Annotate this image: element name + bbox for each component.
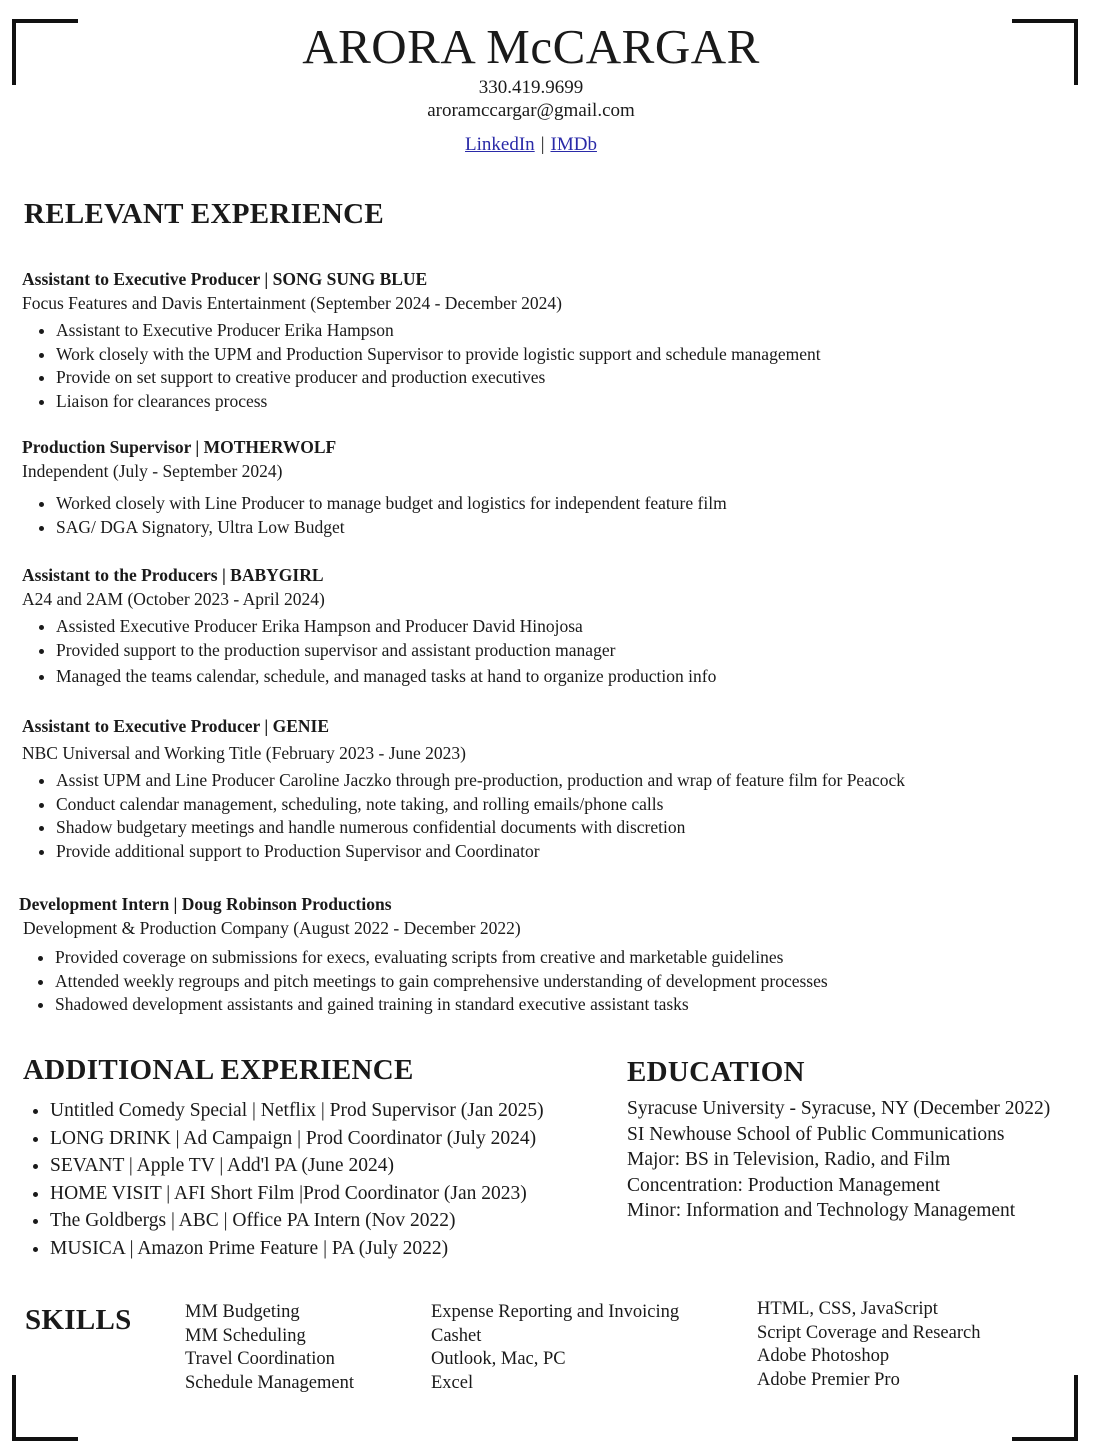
skills-column-1 xyxy=(185,1301,354,1395)
job-org: Focus Features and Davis Entertainment (September 2024 - December 2024) xyxy=(22,292,562,313)
job-role: Production Supervisor | MOTHERWOLF xyxy=(22,437,337,457)
phone-number: 330.419.9699 xyxy=(478,77,584,98)
list-item: • Shadow budgetary meetings and handle numerous confidential documents with discretion xyxy=(56,816,1062,840)
profile-links xyxy=(0,134,1062,156)
list-item: • Worked closely with Line Producer to manage budget and logistics for independent feature film xyxy=(56,492,1062,516)
list-item: • Work closely with the UPM and Production Supervisor to provide logistic support and schedule management xyxy=(56,343,1062,367)
skill-item: Script Coverage and Research xyxy=(757,1322,981,1343)
education-line: Syracuse University - Syracuse, NY (December 2022) xyxy=(627,1098,1051,1119)
list-item: • Assistant to Executive Producer Erika Hampson xyxy=(56,319,1062,343)
job-role: Assistant to Executive Producer | SONG SUNG BLUE xyxy=(22,269,428,289)
resume-header xyxy=(0,18,1062,156)
list-item: • Managed the teams calendar, schedule, and managed tasks at hand to organize production info xyxy=(56,665,1062,689)
list-item: • Provided coverage on submissions for execs, evaluating scripts from creative and marketable guidelines xyxy=(55,946,1059,970)
job-org: Independent (July - September 2024) xyxy=(22,460,283,481)
relevant-experience-heading: RELEVANT EXPERIENCE xyxy=(24,198,384,230)
skill-item: Cashet xyxy=(431,1325,482,1346)
job-org: NBC Universal and Working Title (February 2023 - June 2023) xyxy=(22,742,466,763)
candidate-name: ARORA McCARGAR xyxy=(302,19,760,74)
education-heading: EDUCATION xyxy=(627,1056,805,1088)
list-item: • Provide additional support to Production Supervisor and Coordinator xyxy=(56,840,1062,864)
skill-item: HTML, CSS, JavaScript xyxy=(757,1299,938,1319)
list-item: • HOME VISIT | AFI Short Film |Prod Coordinator (Jan 2023) xyxy=(50,1180,544,1208)
list-item: • Attended weekly regroups and pitch meetings to gain comprehensive understanding of development processes xyxy=(55,970,1059,994)
skills-column-3 xyxy=(757,1298,980,1392)
skills-column-2 xyxy=(431,1301,679,1395)
email-address: aroramccargar@gmail.com xyxy=(427,100,635,121)
list-item: • MUSICA | Amazon Prime Feature | PA (July 2022) xyxy=(50,1235,544,1263)
list-item: • SAG/ DGA Signatory, Ultra Low Budget xyxy=(56,516,1062,540)
imdb-link[interactable]: IMDb xyxy=(550,134,597,155)
skill-item: Adobe Photoshop xyxy=(757,1346,890,1366)
skill-item: MM Budgeting xyxy=(185,1302,300,1322)
skills-heading: SKILLS xyxy=(25,1304,132,1336)
education-line: Concentration: Production Management xyxy=(627,1174,941,1196)
education-line: SI Newhouse School of Public Communications xyxy=(627,1123,1005,1145)
job-role: Development Intern | Doug Robinson Productions xyxy=(19,894,392,914)
skill-item: Travel Coordination xyxy=(185,1349,335,1369)
skill-item: Outlook, Mac, PC xyxy=(431,1349,566,1369)
linkedin-link[interactable]: LinkedIn xyxy=(465,134,535,155)
list-item: • SEVANT | Apple TV | Add'l PA (June 2024) xyxy=(50,1152,544,1180)
list-item: • The Goldbergs | ABC | Office PA Intern (Nov 2022) xyxy=(50,1207,544,1235)
list-item: • Provided support to the production supervisor and assistant production manager xyxy=(56,639,1062,663)
job-bullets xyxy=(19,946,1059,1017)
list-item: • Assisted Executive Producer Erika Hampson and Producer David Hinojosa xyxy=(56,615,1062,639)
job-role: Assistant to the Producers | BABYGIRL xyxy=(22,565,324,585)
corner-bracket-bottom-right xyxy=(1012,1375,1078,1441)
job-bullets xyxy=(22,319,1062,413)
job-entry xyxy=(22,564,1062,689)
job-entry xyxy=(19,893,1059,1017)
corner-bracket-bottom-left xyxy=(12,1375,78,1441)
education-line: Minor: Information and Technology Management xyxy=(627,1200,1016,1221)
education-line: Major: BS in Television, Radio, and Film xyxy=(627,1149,951,1170)
skill-item: MM Scheduling xyxy=(185,1325,306,1346)
additional-experience-heading: ADDITIONAL EXPERIENCE xyxy=(23,1054,414,1086)
additional-experience-list xyxy=(24,1097,544,1262)
education-details xyxy=(627,1096,1050,1224)
skill-item: Schedule Management xyxy=(185,1372,355,1393)
job-entry xyxy=(22,715,1062,863)
list-item: • LONG DRINK | Ad Campaign | Prod Coordinator (July 2024) xyxy=(50,1125,544,1153)
list-item: • Liaison for clearances process xyxy=(56,390,1062,414)
job-entry xyxy=(22,268,1062,413)
list-item: • Assist UPM and Line Producer Caroline Jaczko through pre-production, production and wrap of feature film for Peacock xyxy=(56,769,1062,793)
list-item: • Untitled Comedy Special | Netflix | Prod Supervisor (Jan 2025) xyxy=(50,1097,544,1125)
job-org: A24 and 2AM (October 2023 - April 2024) xyxy=(22,588,325,609)
list-item: • Conduct calendar management, scheduling, note taking, and rolling emails/phone calls xyxy=(56,793,1062,817)
job-entry xyxy=(22,436,1062,539)
skill-item: Excel xyxy=(431,1372,474,1393)
job-bullets xyxy=(22,615,1062,689)
skill-item: Adobe Premier Pro xyxy=(757,1369,900,1390)
list-item: • Shadowed development assistants and gained training in standard executive assistant tasks xyxy=(55,993,1059,1017)
list-item: • Provide on set support to creative producer and production executives xyxy=(56,366,1062,390)
skill-item: Expense Reporting and Invoicing xyxy=(431,1302,680,1322)
job-role: Assistant to Executive Producer | GENIE xyxy=(22,716,330,736)
job-org: Development & Production Company (August 2022 - December 2022) xyxy=(23,917,521,938)
job-bullets xyxy=(22,769,1062,863)
link-separator: | xyxy=(540,134,545,155)
job-bullets xyxy=(22,492,1062,539)
